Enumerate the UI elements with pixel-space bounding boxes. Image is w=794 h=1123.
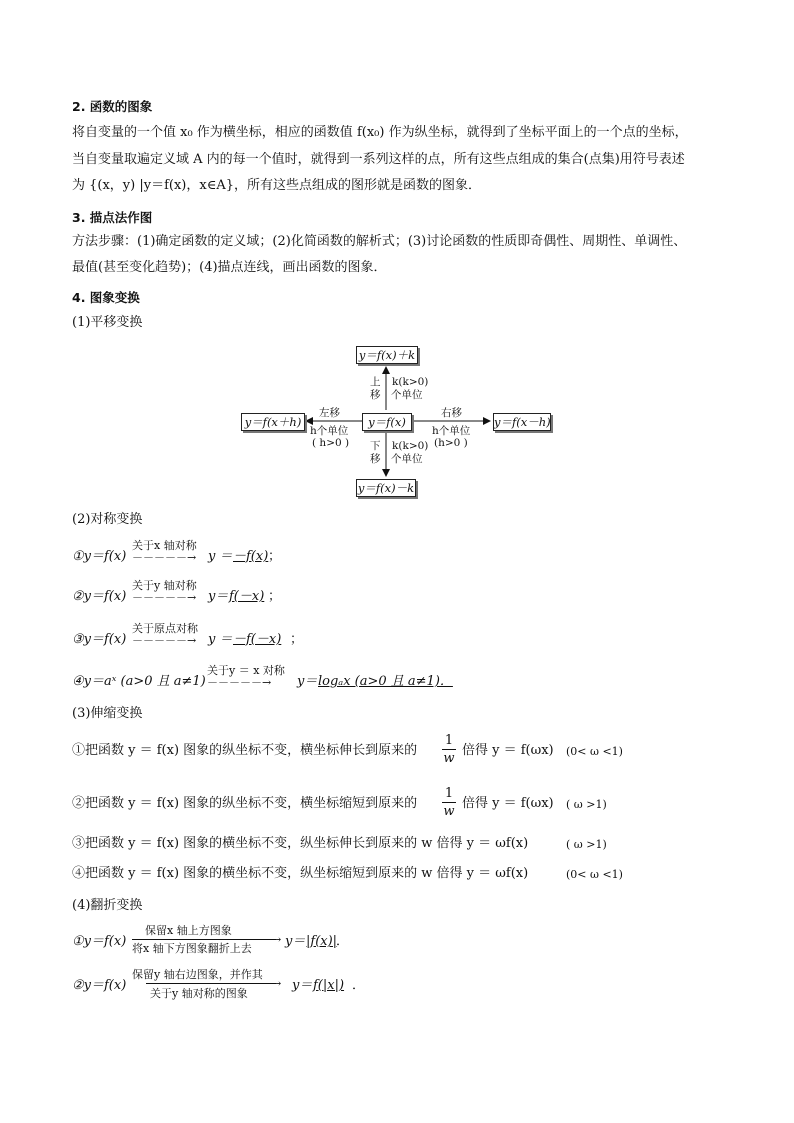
sym-3-arrow: －－－－－→: [132, 634, 197, 647]
sym-3-pre: ③y＝f(x): [72, 632, 127, 647]
sym-4-over: 关于y ＝ x 对称: [207, 664, 285, 677]
flip-2-under: 关于y 轴对称的图象: [150, 987, 248, 1000]
sym-4-answer: logₐx (a>0 且 a≠1)．: [318, 674, 453, 689]
label-up-a: 上: [370, 376, 381, 388]
sym-2-post: y＝: [208, 589, 229, 604]
box-center: y＝f(x): [362, 413, 412, 431]
scale-3-cond: ( ω >1): [566, 838, 607, 851]
sym-1-arrow: －－－－－→: [132, 551, 197, 564]
section-2-line-1: 将自变量的一个值 x₀ 作为横坐标，相应的函数值 f(x₀) 作为纵坐标，就得到了坐标平面上的一个点的坐标，: [72, 125, 688, 140]
label-right-a: 右移: [441, 407, 462, 419]
flip-1-post: y＝: [285, 934, 306, 949]
sym-3-end: ；: [290, 632, 304, 647]
scaling-title: (3)伸缩变换: [72, 706, 143, 721]
sym-4-pre: ④y＝aˣ (a>0 且 a≠1): [72, 674, 206, 689]
flip-2-arrow-line: [146, 983, 276, 984]
label-down-a: 下: [370, 440, 381, 452]
sym-3-over: 关于原点对称: [132, 622, 198, 635]
label-up-c: k(k>0): [392, 376, 429, 388]
scale-1-frac-num: 1: [444, 733, 454, 748]
section-2-line-2: 当自变量取遍定义域 A 内的每一个值时，就得到一系列这样的点，所有这些点组成的集合(点集)用符号表述: [72, 152, 685, 167]
scale-2-result: 倍得 y ＝ f(ωx): [462, 796, 554, 811]
label-down-d: 个单位: [391, 453, 423, 465]
section-3-line-2: 最值(甚至变化趋势)；(4)描点连线，画出函数的图象．: [72, 260, 387, 275]
flip-2-end: ．: [352, 978, 366, 993]
sym-1-pre: ①y＝f(x): [72, 549, 127, 564]
scale-1-frac-den: w: [443, 751, 455, 766]
sym-3-post: y ＝: [208, 632, 233, 647]
scale-4-text: ④把函数 y ＝ f(x) 图象的横坐标不变，纵坐标缩短到原来的 w 倍得 y ＝ ωf(x): [72, 866, 529, 881]
scale-1-text: ①把函数 y ＝ f(x) 图象的纵坐标不变，横坐标伸长到原来的: [72, 743, 418, 758]
sym-2-arrow: －－－－－→: [132, 591, 197, 604]
section-3-line-1: 方法步骤：(1)确定函数的定义域；(2)化简函数的解析式；(3)讨论函数的性质即奇偶性、周期性、单调性、: [72, 234, 687, 249]
label-left-c: ( h>0 ): [312, 437, 350, 449]
box-shift-left: y＝f(x＋h): [241, 413, 305, 431]
label-up-d: 个单位: [391, 389, 423, 401]
sym-1-end: ；: [268, 549, 282, 564]
flip-1-end: ．: [336, 934, 350, 949]
sym-1-post: y ＝: [208, 549, 233, 564]
box-shift-up: y＝f(x)＋k: [356, 346, 418, 364]
sym-1-over: 关于x 轴对称: [132, 539, 197, 552]
flip-1-arrow-head: →: [272, 933, 282, 946]
label-left-b: h个单位: [310, 425, 349, 437]
flip-title: (4)翻折变换: [72, 898, 143, 913]
label-right-c: (h>0 ): [434, 437, 468, 449]
section-4-heading: 4. 图象变换: [72, 290, 140, 305]
symmetry-title: (2)对称变换: [72, 512, 143, 527]
translation-title: (1)平移变换: [72, 315, 143, 330]
flip-1-under: 将x 轴下方图象翻折上去: [132, 942, 252, 955]
sym-1-answer: －f(x): [233, 549, 269, 564]
scale-2-fraction: [442, 786, 456, 819]
flip-2-answer: f(|x|): [313, 978, 345, 993]
scale-2-frac-den: w: [443, 804, 455, 819]
section-2-heading: 2. 函数的图象: [72, 99, 153, 114]
scale-1-result: 倍得 y ＝ f(ωx): [462, 743, 554, 758]
flip-1-pre: ①y＝f(x): [72, 934, 127, 949]
scale-1-cond: (0< ω <1): [566, 745, 623, 758]
scale-2-cond: ( ω >1): [566, 798, 607, 811]
label-up-b: 移: [370, 389, 381, 401]
scale-1-frac-bar: [442, 749, 456, 750]
flip-2-over: 保留y 轴右边图象，并作其: [132, 968, 263, 981]
sym-2-end: ；: [268, 589, 282, 604]
box-shift-right: y＝f(x－h): [494, 415, 551, 429]
section-3-heading: 3. 描点法作图: [72, 210, 153, 225]
sym-2-pre: ②y＝f(x): [72, 589, 127, 604]
sym-2-answer: f(－x): [229, 589, 265, 604]
sym-3-answer: －f(－x): [233, 632, 282, 647]
sym-4-post: y＝: [297, 674, 318, 689]
scale-2-frac-bar: [442, 802, 456, 803]
sym-4-arrow: －－－－－→: [207, 676, 272, 689]
scale-2-frac-num: 1: [444, 786, 454, 801]
scale-4-cond: (0< ω <1): [566, 868, 623, 881]
scale-2-text: ②把函数 y ＝ f(x) 图象的纵坐标不变，横坐标缩短到原来的: [72, 796, 418, 811]
label-left-a: 左移: [319, 407, 340, 419]
flip-1-answer: |f(x)|: [306, 934, 338, 949]
flip-1-over: 保留x 轴上方图象: [145, 924, 232, 937]
label-down-c: k(k>0): [392, 440, 429, 452]
section-2-line-3: 为 {(x，y) |y＝f(x)，x∈A}，所有这些点组成的图形就是函数的图象．: [72, 178, 481, 193]
scale-3-text: ③把函数 y ＝ f(x) 图象的横坐标不变，纵坐标伸长到原来的 w 倍得 y ＝ ωf(x): [72, 836, 529, 851]
box-shift-down: y＝f(x)－k: [357, 481, 415, 495]
scale-1-fraction: [442, 733, 456, 766]
label-down-b: 移: [370, 453, 381, 465]
flip-2-arrow-head: →: [272, 977, 282, 990]
flip-2-post: y＝: [292, 978, 313, 993]
label-right-b: h个单位: [432, 425, 471, 437]
flip-2-pre: ②y＝f(x): [72, 978, 127, 993]
sym-2-over: 关于y 轴对称: [132, 579, 197, 592]
